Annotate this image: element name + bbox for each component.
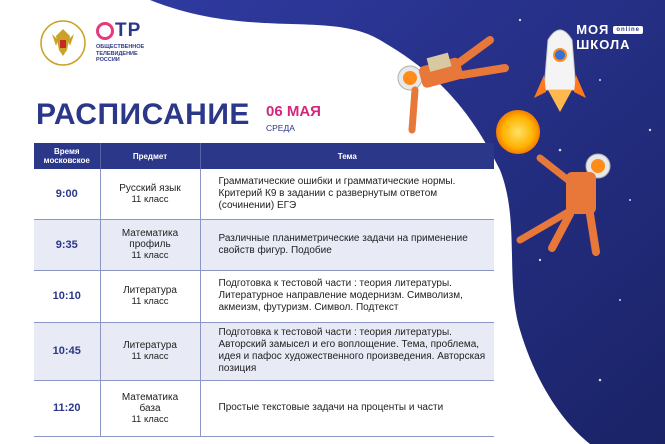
schedule-table	[34, 143, 494, 437]
lesson-time: 10:10	[34, 270, 100, 322]
otr-subtitle-line: ОБЩЕСТВЕННОЕ	[96, 44, 145, 50]
lesson-subject	[100, 322, 200, 380]
lesson-topic: Грамматические ошибки и грамматические нормы. Критерий К9 в задании с развернутым ответом (сочинении) ЕГЭ	[200, 169, 494, 219]
subject-name: Русский язык	[119, 182, 181, 194]
table-row	[34, 169, 494, 219]
schedule-date: 06 МАЯ	[266, 103, 321, 120]
sun-illustration	[496, 110, 540, 154]
table-row	[34, 219, 494, 270]
subject-class: 11 класс	[131, 250, 169, 261]
school-logo-line1: МОЯ	[576, 22, 610, 37]
otr-logo	[96, 20, 144, 64]
subject-name: Математика	[121, 228, 179, 239]
header-time: Время московское	[34, 143, 100, 169]
lesson-topic: Различные планиметрические задачи на применение свойств фигур. Подобие	[200, 219, 494, 270]
header-subject: Предмет	[100, 143, 200, 169]
lesson-topic: Подготовка к тестовой части : теория литературы. Литературное направление модернизм. Символизм, акмеизм, футуризм. Символ. Подтекст	[200, 270, 494, 322]
lesson-time: 11:20	[34, 380, 100, 436]
otr-logo-ring-icon	[96, 22, 114, 40]
subject-class: 11 класс	[131, 296, 169, 307]
lesson-time: 9:35	[34, 219, 100, 270]
subject-name: Математика	[121, 391, 179, 403]
lesson-topic: Простые текстовые задачи на проценты и части	[200, 380, 494, 436]
lesson-subject	[100, 169, 200, 219]
online-badge: online	[613, 26, 643, 34]
subject-name: профиль	[129, 239, 171, 250]
table-row	[34, 380, 494, 436]
subject-class: 11 класс	[131, 351, 169, 362]
otr-subtitle-line: РОССИИ	[96, 57, 120, 63]
lesson-subject	[100, 219, 200, 270]
subject-name: Литература	[123, 285, 177, 296]
lesson-topic: Подготовка к тестовой части : теория литературы. Авторский замысел и его воплощение. Тема, проблема, идея и пафос художественного произведения. Авторская позиция	[200, 322, 494, 380]
subject-name: Литература	[123, 340, 177, 351]
table-row	[34, 270, 494, 322]
header-logos	[40, 20, 144, 66]
lesson-subject	[100, 380, 200, 436]
page-title: РАСПИСАНИЕ	[36, 98, 250, 131]
table-row	[34, 322, 494, 380]
moya-shkola-logo	[576, 22, 643, 52]
lesson-time: 10:45	[34, 322, 100, 380]
schedule-weekday: СРЕДА	[266, 123, 295, 133]
table-header-row	[34, 143, 494, 169]
header-topic: Тема	[200, 143, 494, 169]
otr-subtitle-line: ТЕЛЕВИДЕНИЕ	[96, 50, 138, 57]
school-logo-line2: ШКОЛА	[576, 37, 631, 52]
subject-name: база	[139, 402, 161, 414]
subject-class: 11 класс	[131, 193, 169, 205]
lesson-subject	[100, 270, 200, 322]
lesson-time: 9:00	[34, 169, 100, 219]
coat-of-arms-emblem	[40, 20, 86, 66]
otr-logo-text: ТР	[115, 20, 142, 41]
subject-class: 11 класс	[131, 413, 169, 425]
